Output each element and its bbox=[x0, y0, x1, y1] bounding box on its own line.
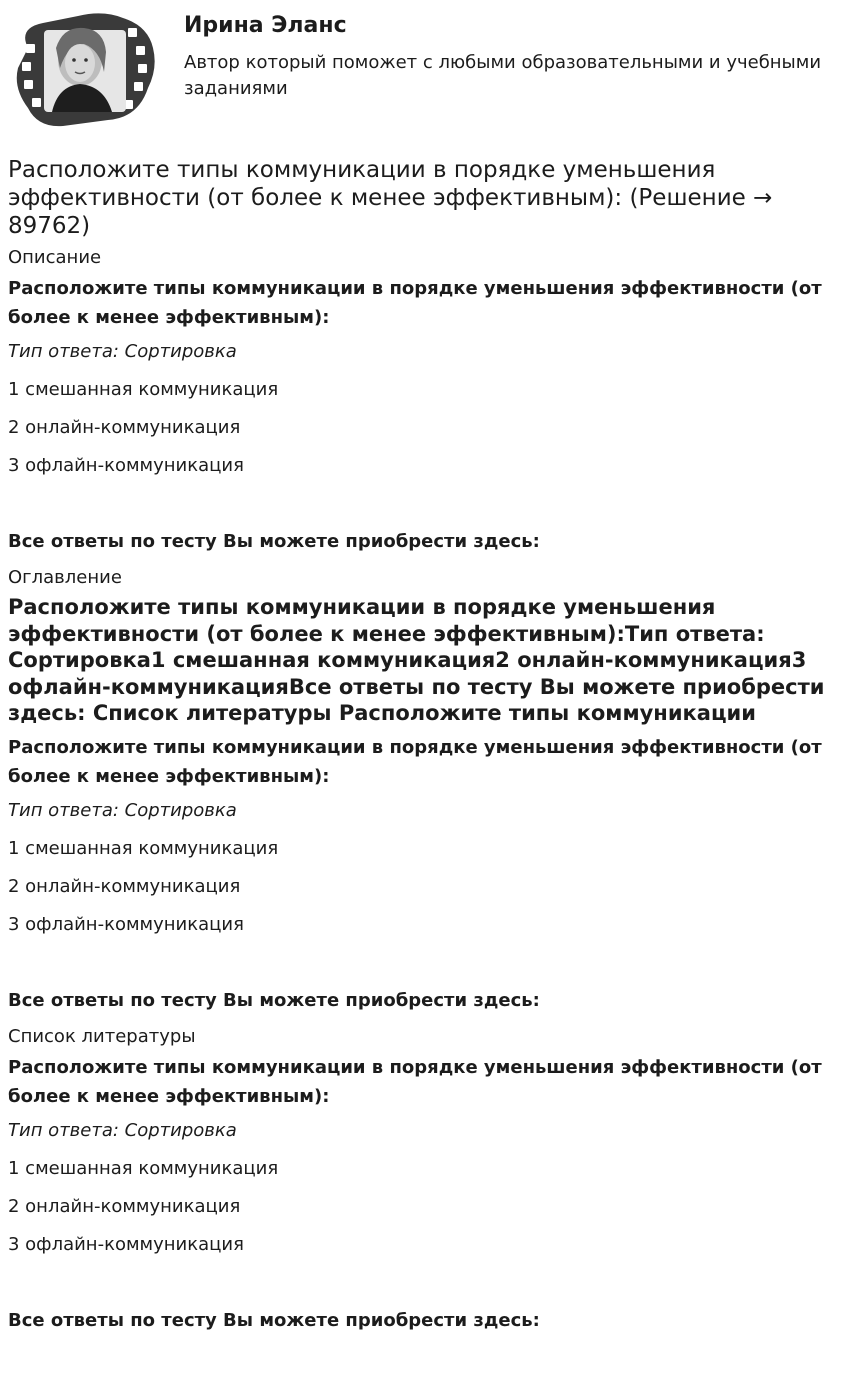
list-item: 1 смешанная коммуникация bbox=[8, 1157, 279, 1179]
buy-answers-text: Все ответы по тесту Вы можете приобрести здесь: bbox=[8, 1309, 540, 1331]
page-title: Расположите типы коммуникации в порядке уменьшения эффективности (от более к менее эффективным): (Решение → 89762) bbox=[8, 157, 773, 239]
list-item: 1 смешанная коммуникация bbox=[8, 837, 279, 859]
section-label: Список литературы bbox=[8, 1025, 196, 1047]
question-lead: Расположите типы коммуникации в порядке уменьшения эффективности (от более к менее эффективным): bbox=[8, 278, 822, 328]
list-item: 3 офлайн-коммуникация bbox=[8, 1233, 244, 1255]
film-reel-portrait-icon bbox=[8, 8, 158, 128]
list-item: 3 офлайн-коммуникация bbox=[8, 455, 244, 476]
question-lead: Расположите типы коммуникации в порядке уменьшения эффективности (от более к менее эффективным): bbox=[8, 1056, 822, 1107]
toc-section bbox=[8, 566, 839, 1013]
author-block bbox=[8, 8, 839, 138]
list-item: 2 онлайн-коммуникация bbox=[8, 875, 241, 897]
section-label: Оглавление bbox=[8, 567, 122, 588]
description-section bbox=[8, 246, 839, 554]
literature-section bbox=[8, 1025, 839, 1333]
list-item: 2 онлайн-коммуникация bbox=[8, 1195, 241, 1217]
section-label: Описание bbox=[8, 247, 102, 268]
question-lead: Расположите типы коммуникации в порядке уменьшения эффективности (от более к менее эффективным): bbox=[8, 736, 822, 787]
author-name[interactable]: Ирина Эланс bbox=[184, 13, 347, 38]
list-item: 1 смешанная коммуникация bbox=[8, 379, 279, 400]
list-item: 2 онлайн-коммуникация bbox=[8, 417, 241, 438]
buy-answers-text: Все ответы по тесту Вы можете приобрести здесь: bbox=[8, 989, 540, 1011]
buy-answers-text: Все ответы по тесту Вы можете приобрести здесь: bbox=[8, 531, 540, 552]
list-item: 3 офлайн-коммуникация bbox=[8, 913, 244, 935]
avatar bbox=[8, 8, 158, 128]
author-info bbox=[184, 8, 839, 102]
author-description: Автор который поможет с любыми образовательными и учебными заданиями bbox=[184, 52, 822, 99]
answer-type: Тип ответа: Сортировка bbox=[8, 341, 237, 362]
answer-type: Тип ответа: Сортировка bbox=[8, 799, 237, 821]
toc-heading: Расположите типы коммуникации в порядке уменьшения эффективности (от более к менее эффективным):Тип ответа: Сортировка1 смешанная коммуникация2 онлайн-коммуникация3 офлайн-коммуникацияВсе ответы по тесту Вы можете приобрести здесь: Список литературы Расположите типы коммуникации bbox=[8, 595, 825, 725]
answer-type: Тип ответа: Сортировка bbox=[8, 1119, 237, 1141]
